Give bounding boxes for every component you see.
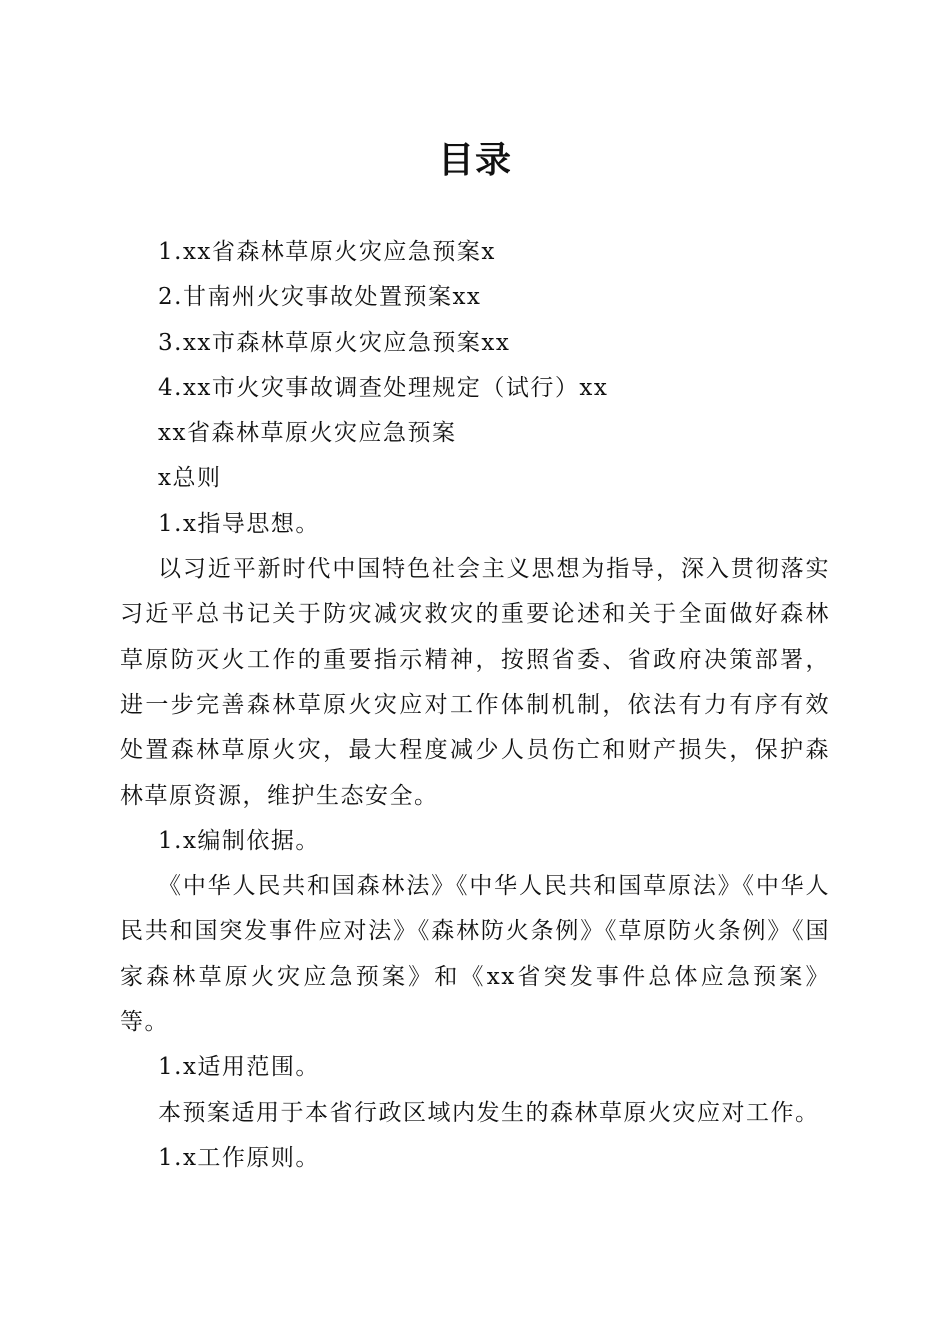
paragraph-compilation-basis: 《中华人民共和国森林法》《中华人民共和国草原法》《中华人民共和国突发事件应对法》《森林防火条例》《草原防火条例》《国家森林草原火灾应急预案》和《xx省突发事件总体应急预案》等。 bbox=[120, 873, 830, 1036]
toc-item-3: 3.xx市森林草原火灾应急预案xx bbox=[158, 329, 511, 356]
section-title: xx省森林草原火灾应急预案 bbox=[158, 420, 457, 447]
chapter-heading: x总则 bbox=[158, 465, 222, 492]
document-body bbox=[120, 230, 830, 1181]
section-heading-guiding-ideology: 1.x指导思想。 bbox=[158, 510, 320, 537]
section-heading-principles: 1.x工作原则。 bbox=[158, 1144, 320, 1171]
section-heading-compilation-basis: 1.x编制依据。 bbox=[158, 827, 320, 854]
paragraph-scope: 本预案适用于本省行政区域内发生的森林草原火灾应对工作。 bbox=[158, 1099, 820, 1126]
section-heading-scope: 1.x适用范围。 bbox=[158, 1054, 320, 1081]
toc-item-1: 1.xx省森林草原火灾应急预案x bbox=[158, 239, 496, 265]
toc-item-2: 2.甘南州火灾事故处置预案xx bbox=[158, 284, 482, 311]
paragraph-guiding-ideology: 以习近平新时代中国特色社会主义思想为指导，深入贯彻落实习近平总书记关于防灾减灾救灾的重要论述和关于全面做好森林草原防灭火工作的重要指示精神，按照省委、省政府决策部署，进一步完善森林草原火灾应对工作体制机制，依法有力有序有效处置森林草原火灾，最大程度减少人员伤亡和财产损失，保护森林草原资源，维护生态安全。 bbox=[120, 556, 830, 809]
toc-item-4: 4.xx市火灾事故调查处理规定（试行）xx bbox=[158, 374, 609, 401]
page-title: 目录 bbox=[437, 139, 512, 181]
